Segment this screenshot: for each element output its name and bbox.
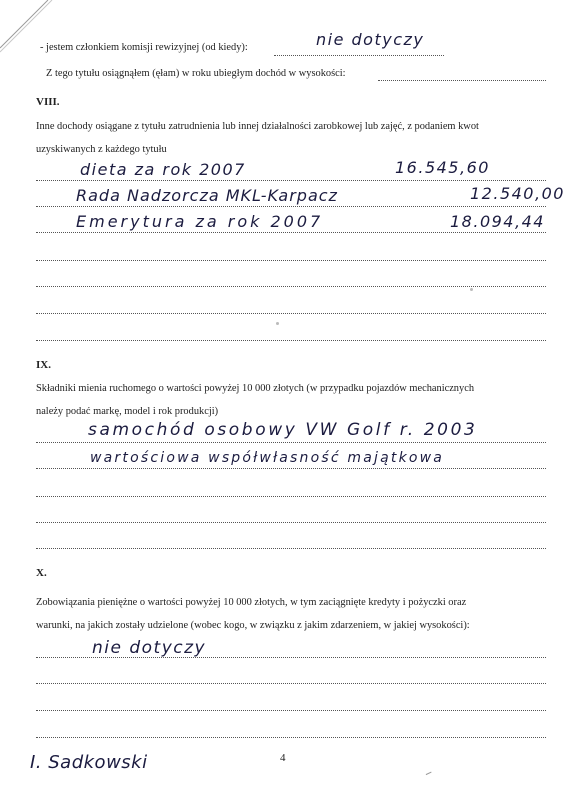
section-ix-line-5 <box>36 548 546 549</box>
stray-pen-mark <box>424 769 431 775</box>
page-number: 4 <box>280 752 286 764</box>
section-viii-line-4 <box>36 260 546 261</box>
section-viii-question-line1: Inne dochody osiągane z tytułu zatrudnienia lub innej działalności zarobkowej lub zajęć, z podaniem kwot <box>36 121 479 132</box>
paper-speck <box>276 322 279 325</box>
ix-entry-2: wartościowa współwłasność majątkowa <box>90 450 445 466</box>
section-x-line-3 <box>36 710 546 711</box>
section-viii-line-5 <box>36 286 546 287</box>
x-handwritten-answer: nie dotyczy <box>92 638 207 658</box>
viii-entry-1-text: dieta za rok 2007 <box>80 160 246 179</box>
viii-entry-3-text: Emerytura za rok 2007 <box>76 212 324 231</box>
section-ix-line-1 <box>36 442 546 443</box>
section-ix-question-line2: należy podać markę, model i rok produkcji) <box>36 406 219 417</box>
section-viii-line-7 <box>36 340 546 341</box>
income-label: Z tego tytułu osiągnąłem (ęłam) w roku ubiegłym dochód w wysokości: <box>46 68 346 79</box>
viii-entry-2-text: Rada Nadzorcza MKL-Karpacz <box>76 186 338 205</box>
section-ix-heading: IX. <box>36 359 51 371</box>
section-x-heading: X. <box>36 567 47 579</box>
commission-member-label: - jestem członkiem komisji rewizyjnej (od kiedy): <box>40 42 248 53</box>
section-x-line-2 <box>36 683 546 684</box>
section-x-line-4 <box>36 737 546 738</box>
paper-speck <box>470 288 473 291</box>
section-viii-heading: VIII. <box>36 96 60 108</box>
section-viii-line-6 <box>36 313 546 314</box>
section-viii-line-3 <box>36 232 546 233</box>
viii-entry-1-amount: 16.545,60 <box>395 158 490 177</box>
section-viii-question-line2: uzyskiwanych z każdego tytułu <box>36 144 167 155</box>
section-x-question-line1: Zobowiązania pieniężne o wartości powyżej 10 000 złotych, w tym zaciągnięte kredyty i pożyczki oraz <box>36 597 467 608</box>
section-viii-line-2 <box>36 206 546 207</box>
commission-handwritten-answer: nie dotyczy <box>316 30 425 49</box>
section-ix-line-3 <box>36 496 546 497</box>
section-viii-line-1 <box>36 180 546 181</box>
viii-entry-3-amount: 18.094,44 <box>450 212 545 231</box>
signature: I. Sadkowski <box>30 752 148 773</box>
section-x-question-line2: warunki, na jakich zostały udzielone (wobec kogo, w związku z jakim zdarzeniem, w jakiej wysokości): <box>36 620 470 631</box>
viii-entry-2-amount: 12.540,00 <box>470 184 565 203</box>
section-ix-question-line1: Składniki mienia ruchomego o wartości powyżej 10 000 złotych (w przypadku pojazdów mechanicznych <box>36 383 475 394</box>
commission-dotted-line <box>274 55 444 56</box>
income-dotted-line <box>378 80 546 81</box>
section-ix-line-2 <box>36 468 546 469</box>
ix-entry-1: samochód osobowy VW Golf r. 2003 <box>88 420 478 440</box>
section-ix-line-4 <box>36 522 546 523</box>
